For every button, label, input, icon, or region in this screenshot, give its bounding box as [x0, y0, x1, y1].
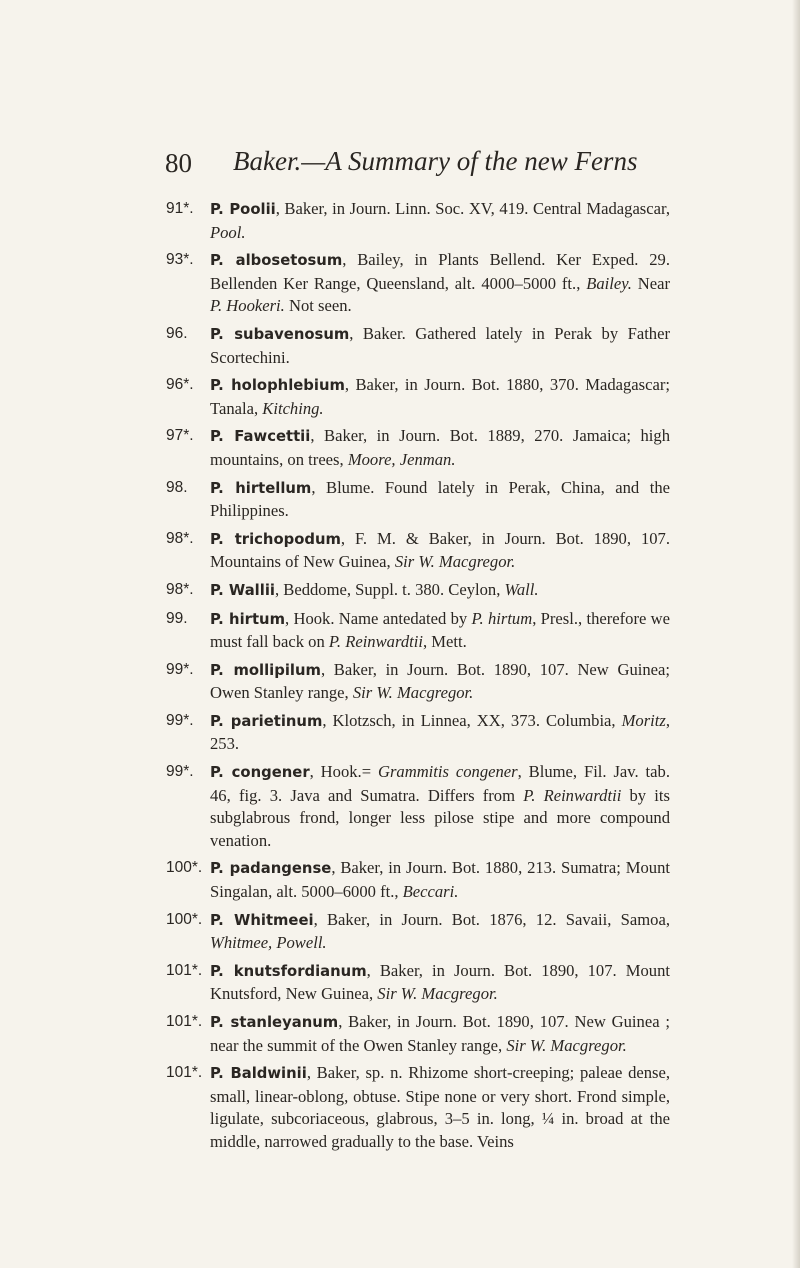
entry-number: 98. — [166, 478, 188, 496]
species-name: P. albosetosum — [210, 252, 343, 270]
entry-italic-text: Sir W. Macgregor. — [352, 683, 474, 703]
entry-text: , Baker, in Journ. Bot. 1889, 270. Jamaica; high mountains, on trees, — [210, 426, 670, 469]
species-entry — [166, 909, 670, 955]
entry-text: , Baker, in Journ. Bot. 1880, 213. Sumatra; Mount Singalan, alt. 5000–6000 ft., — [210, 858, 670, 902]
entry-number: 98*. — [166, 529, 194, 547]
species-entry — [166, 198, 670, 244]
species-entry — [166, 608, 670, 654]
species-name: P. stanleyanum — [210, 1014, 339, 1031]
entry-text: , Baker, sp. n. Rhizome short-creeping; paleae dense, small, linear-oblong, obtuse. Stipe none or very short. Frond simple, ligulate, subcoriaceous, glabrous, 3–5 in. long, ¼ in. broad at the middle, narrowed gradually to the base. Veins — [210, 1063, 671, 1151]
entry-number: 99. — [166, 609, 188, 627]
entry-text: , Baker, in Journ. Bot. 1880, 370. Madagascar; Tanala, — [210, 375, 670, 418]
species-entry — [166, 579, 670, 603]
entry-text: , Baker. Gathered lately in Perak by Father Scortechini. — [210, 323, 670, 367]
entry-number: 99*. — [166, 660, 194, 678]
entry-number: 101*. — [166, 1013, 203, 1030]
entry-italic-text: P. Hookeri. — [210, 296, 285, 316]
species-name: P. congener — [210, 764, 310, 782]
species-entry — [166, 323, 670, 369]
entry-text: , Baker, in Journ. Bot. 1890, 107. New Guinea; Owen Stanley range, — [210, 659, 670, 703]
species-name: P. holophlebium — [210, 377, 345, 395]
entry-text: Near — [631, 273, 670, 293]
entry-number: 99*. — [166, 763, 194, 781]
species-name: P. knutsfordianum — [210, 962, 367, 980]
species-entry — [166, 1011, 670, 1057]
entry-number: 98*. — [166, 580, 194, 598]
entry-text: , Mett. — [422, 632, 467, 652]
page-edge-shadow — [792, 0, 800, 1268]
entry-text: , Baker, in Journ. Bot. 1876, 12. Savaii, Samoa, — [313, 909, 670, 929]
running-title: Baker.—A Summary of the new Ferns — [233, 146, 638, 176]
page-number: 80 — [165, 148, 192, 178]
entry-italic-text: Sir W. Macgregor. — [506, 1035, 627, 1055]
species-name: P. mollipilum — [210, 661, 321, 679]
species-entry — [166, 249, 670, 318]
entry-text: , Baker, in Journ. Linn. Soc. XV, 419. Central Madagascar, — [275, 199, 671, 218]
entry-italic-text: Grammitis congener — [377, 762, 518, 782]
species-name: P. Wallii — [210, 581, 275, 599]
entry-text: , Bailey, in Plants Bellend. Ker Exped. 29. Bellenden Ker Range, Queensland, alt. 4000–5000 ft., — [210, 250, 671, 293]
species-name: P. Poolii — [210, 201, 276, 218]
entry-text: Not seen. — [284, 296, 352, 316]
entry-number: 100*. — [166, 859, 203, 877]
species-name: P. Fawcettii — [210, 428, 311, 446]
entry-number: 101*. — [166, 961, 203, 979]
entry-text: , Hook. Name antedated by — [285, 608, 472, 628]
entry-italic-text: Kitching. — [262, 398, 324, 418]
entry-italic-text: Moore, Jenman. — [347, 449, 456, 469]
entry-italic-text: Whitmee, Powell. — [210, 933, 327, 953]
species-name: P. hirtellum — [210, 479, 312, 497]
entry-text: , Presl., therefore we must fall back on — [210, 608, 670, 652]
entry-text: , Blume, Fil. Jav. tab. 46, fig. 3. Java and Sumatra. Differs from — [210, 762, 670, 805]
entry-number: 96*. — [166, 376, 194, 394]
entry-italic-text: Moritz — [621, 710, 666, 730]
species-name: P. parietinum — [210, 712, 323, 730]
entry-italic-text: Bailey. — [586, 273, 632, 293]
entry-number: 91*. — [166, 200, 194, 217]
entry-italic-text: P. Reinwardtii — [523, 785, 622, 805]
entry-text: by its subglabrous frond, longer less pilose stipe and more compound venation. — [210, 785, 670, 850]
entry-italic-text: Pool. — [210, 222, 246, 242]
species-name: P. subavenosum — [210, 325, 350, 343]
entry-text: , Hook.= — [309, 762, 378, 782]
entry-number: 96. — [166, 324, 188, 342]
species-entry — [166, 960, 670, 1006]
entry-italic-text: Beccari. — [402, 882, 459, 902]
species-entry — [166, 761, 670, 852]
entry-number: 100*. — [166, 910, 203, 928]
entry-text: , Blume. Found lately in Perak, China, and the Philippines. — [210, 477, 670, 521]
species-entry — [166, 1062, 670, 1153]
entry-number: 101*. — [166, 1064, 203, 1082]
species-name: P. trichopodum — [210, 530, 341, 548]
entry-text: , Klotzsch, in Linnea, XX, 373. Columbia, — [322, 710, 622, 730]
species-name: P. Whitmeei — [210, 911, 314, 929]
species-entry — [166, 477, 670, 523]
species-name: P. Baldwinii — [210, 1065, 307, 1083]
species-entry — [166, 528, 670, 574]
entry-number: 93*. — [166, 251, 194, 269]
species-entry — [166, 374, 670, 420]
entry-italic-text: P. hirtum — [471, 608, 533, 628]
entry-italic-text: Sir W. Macgregor. — [377, 984, 498, 1004]
entry-text: , Beddome, Suppl. t. 380. Ceylon, — [274, 579, 505, 599]
entry-number: 99*. — [166, 711, 194, 729]
entry-italic-text: P. Reinwardtii — [328, 632, 423, 652]
species-name: P. padangense — [210, 860, 332, 878]
page-header — [165, 146, 685, 186]
entry-italic-text: Wall. — [504, 579, 539, 599]
entry-text: , 253. — [210, 710, 671, 754]
species-list — [166, 198, 670, 1159]
entry-text: , Baker, in Journ. Bot. 1890, 107. New Guinea ; near the summit of the Owen Stanley range, — [210, 1012, 670, 1055]
entry-italic-text: Sir W. Macgregor. — [394, 552, 516, 572]
entry-number: 97*. — [166, 427, 194, 445]
species-name: P. hirtum — [210, 610, 285, 628]
species-entry — [166, 425, 670, 471]
species-entry — [166, 710, 670, 756]
species-entry — [166, 659, 670, 705]
species-entry — [166, 857, 670, 903]
entry-text: , Baker, in Journ. Bot. 1890, 107. Mount Knutsford, New Guinea, — [210, 960, 670, 1004]
entry-text: , F. M. & Baker, in Journ. Bot. 1890, 107. Mountains of New Guinea, — [210, 528, 670, 572]
